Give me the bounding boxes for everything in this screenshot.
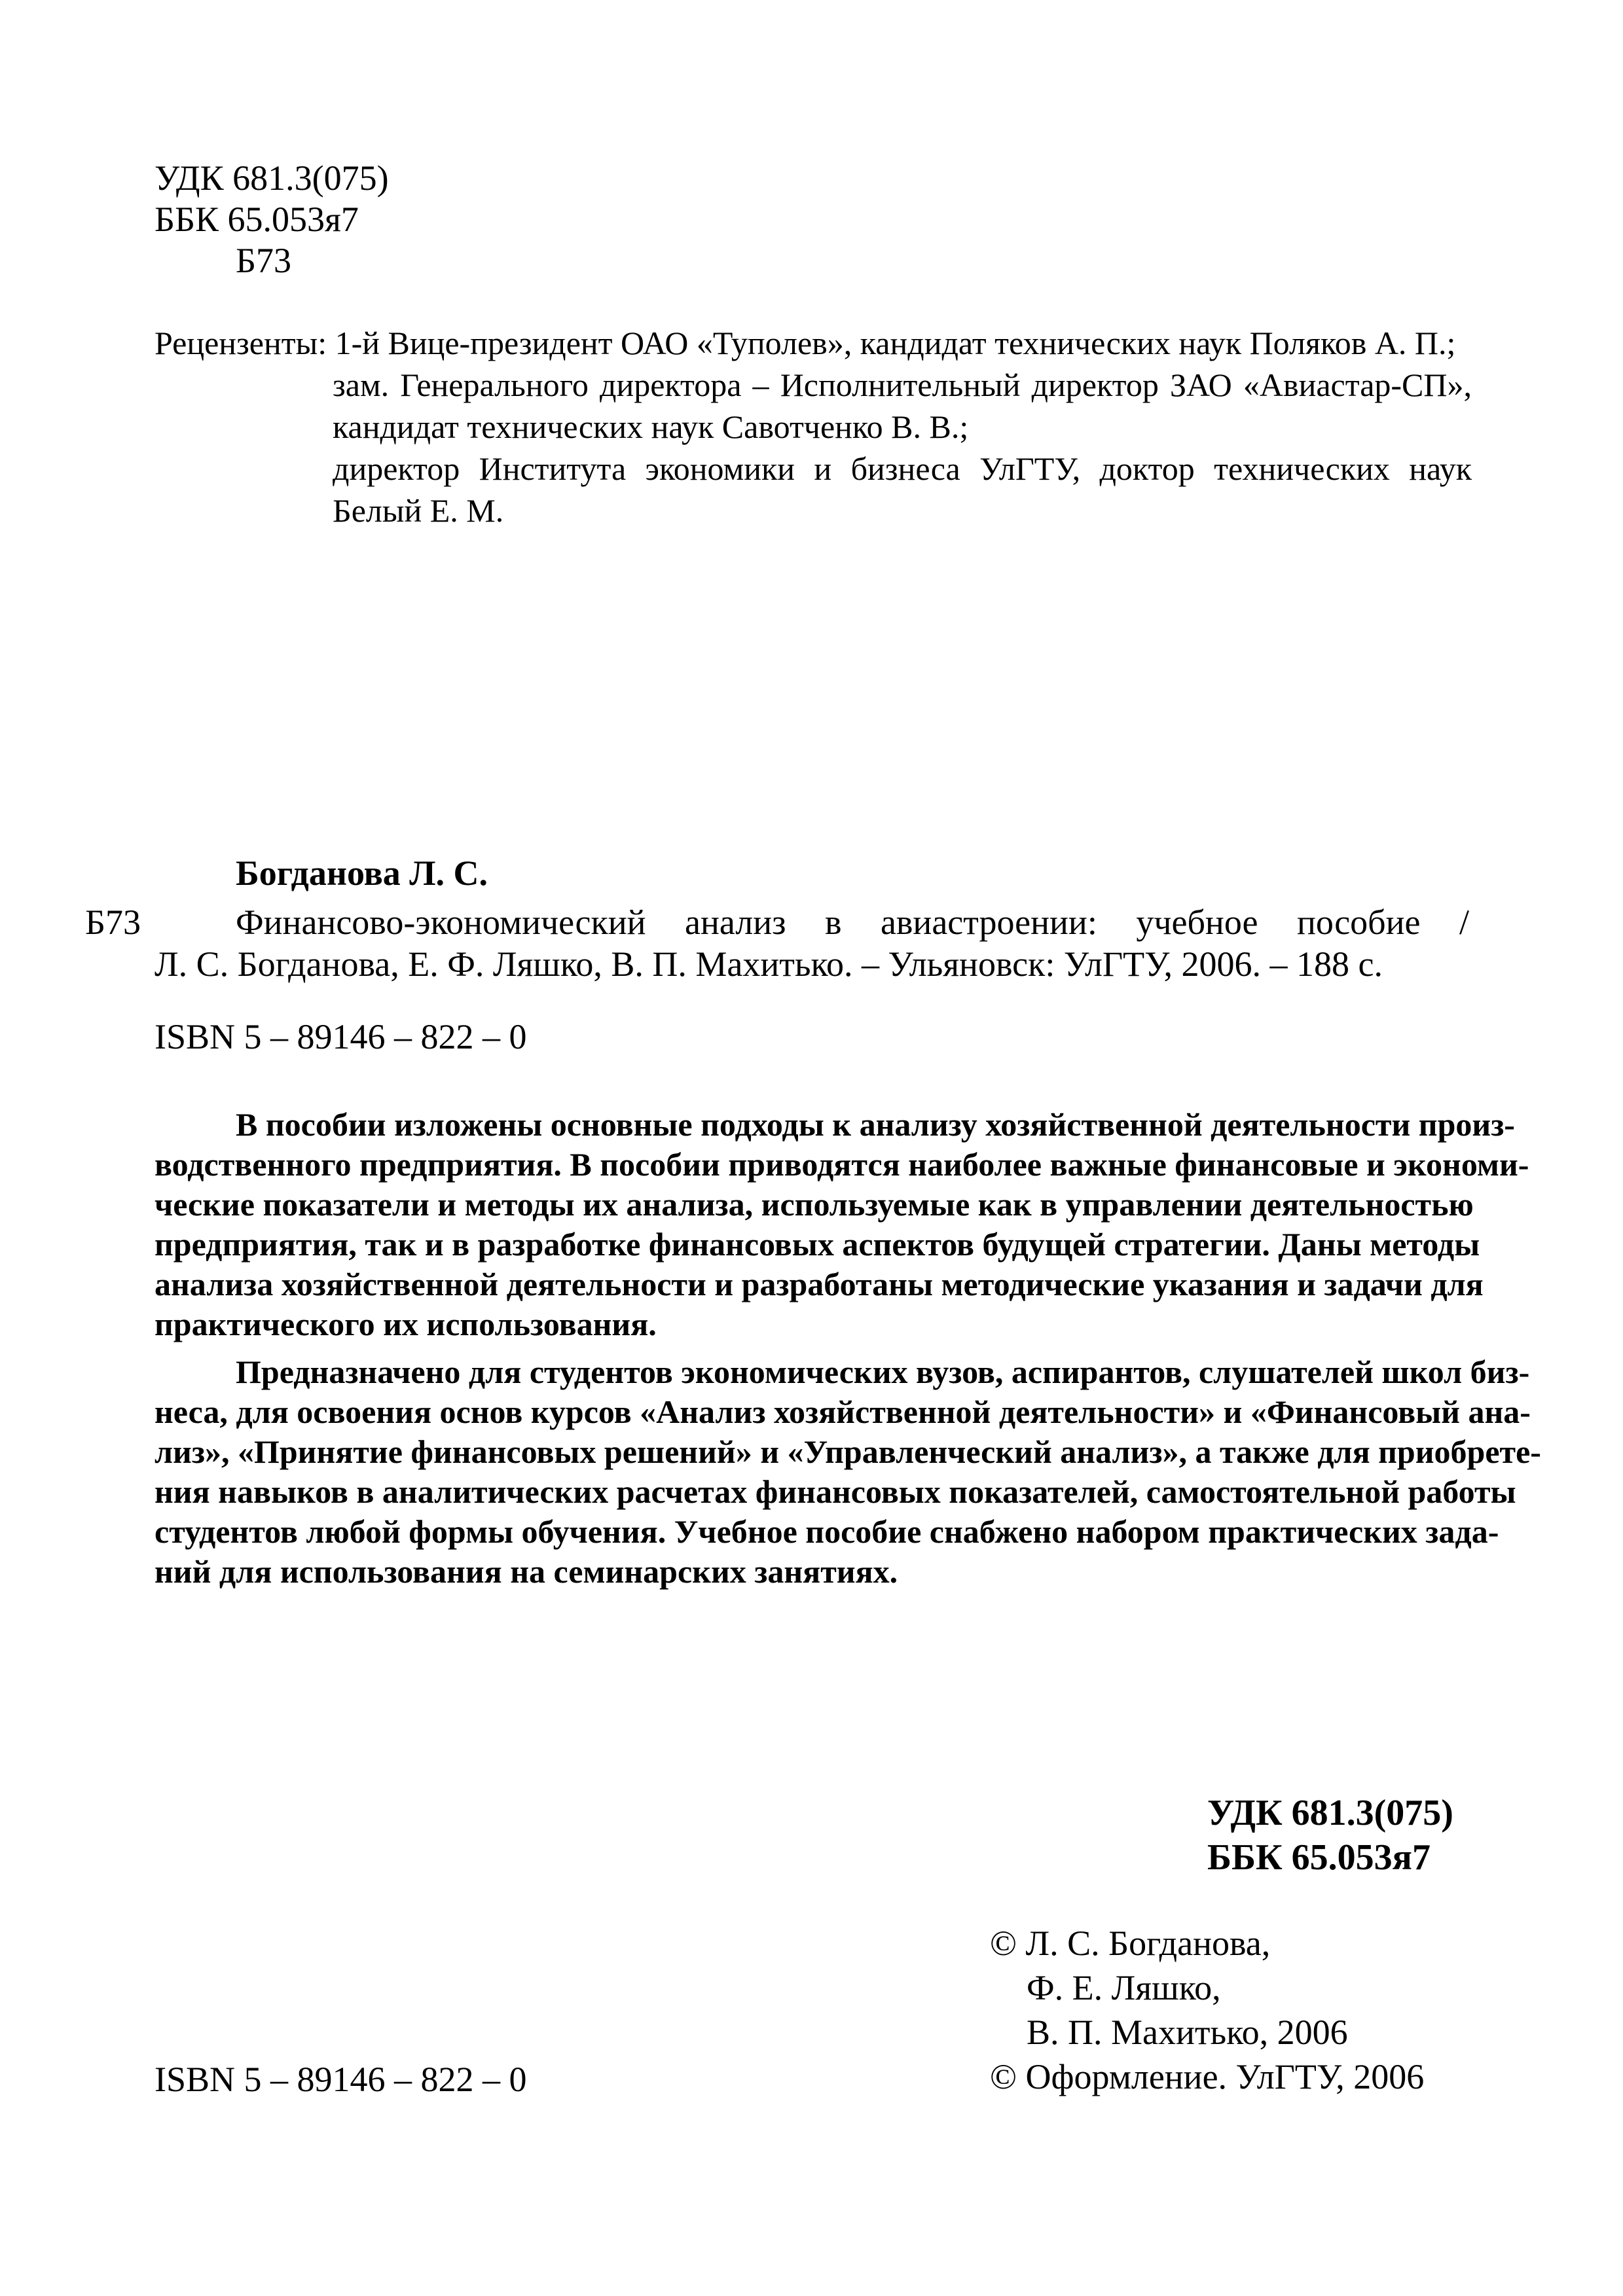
udk-code: УДК 681.3(075): [155, 158, 389, 198]
annotation-line: В пособии изложены основные подходы к анализу хозяйственной деятельности произ-: [236, 1106, 1515, 1143]
author-mark-code: Б73: [236, 241, 292, 280]
annotation-line: неса, для освоения основ курсов «Анализ хозяйственной деятельности» и «Финансовый ана-: [155, 1393, 1531, 1430]
author-mark-code: Б73: [85, 903, 141, 942]
annotation-paragraph: [155, 1352, 1541, 1592]
book-title: Финансово-экономический анализ в авиастроении: учебное пособие /: [236, 903, 1469, 942]
annotation-line: ний для использования на семинарских занятиях.: [155, 1553, 898, 1590]
annotation-line: ния навыков в аналитических расчетах финансовых показателей, самостоятельной работы: [155, 1473, 1516, 1510]
annotation-line: практического их использования.: [155, 1306, 657, 1342]
bibliographic-record: [155, 901, 1469, 984]
bbk-code: ББК 65.053я7: [155, 200, 359, 239]
footer-codes: [1207, 1791, 1453, 1880]
footer-isbn: ISBN 5 – 89146 – 822 – 0: [155, 2060, 527, 2099]
annotation-line: студентов любой формы обучения. Учебное пособие снабжено набором практических зада-: [155, 1513, 1499, 1550]
publication-details: Л. С. Богданова, Е. Ф. Ляшко, В. П. Махитько. – Ульяновск: УлГТУ, 2006. – 188 с.: [155, 944, 1383, 984]
annotation-line: водственного предприятия. В пособии приводятся наиболее важные финансовые и экономи-: [155, 1146, 1529, 1183]
annotation-line: анализа хозяйственной деятельности и разработаны методические указания и задачи для: [155, 1266, 1484, 1302]
copyright-line: В. П. Махитько, 2006: [1027, 2013, 1348, 2052]
footer-bbk-code: ББК 65.053я7: [1207, 1837, 1431, 1878]
annotation: [155, 1105, 1541, 1592]
author-name: Богданова Л. С.: [236, 853, 488, 893]
annotation-line: предприятия, так и в разработке финансовых аспектов будущей стратегии. Даны методы: [155, 1226, 1480, 1263]
annotation-line: лиз», «Принятие финансовых решений» и «Управленческий анализ», а также для приобрете-: [155, 1433, 1541, 1470]
copyright-design: © Оформление. УлГТУ, 2006: [990, 2057, 1425, 2096]
reviewer-line: зам. Генерального директора – Исполнительный директор ЗАО «Авиастар-СП»,: [333, 367, 1472, 403]
reviewer-line: 1-й Вице-президент ОАО «Туполев», кандидат технических наук Поляков А. П.;: [335, 325, 1456, 361]
reviewer-line: директор Института экономики и бизнеса УлГТУ, доктор технических наук: [333, 450, 1472, 487]
copyright-line: Ф. Е. Ляшко,: [1027, 1968, 1221, 2007]
reviewer-line: кандидат технических наук Савотченко В. В.;: [333, 408, 969, 445]
copyright-line: © Л. С. Богданова,: [990, 1924, 1271, 1963]
copyright-block: [990, 1921, 1424, 2099]
reviewers-label: Рецензенты:: [155, 325, 327, 361]
annotation-paragraph: [155, 1105, 1529, 1344]
reviewer-line: Белый Е. М.: [333, 492, 504, 529]
annotation-line: ческие показатели и методы их анализа, используемые как в управлении деятельностью: [155, 1186, 1474, 1223]
footer-udk-code: УДК 681.3(075): [1207, 1793, 1453, 1833]
isbn: ISBN 5 – 89146 – 822 – 0: [155, 1017, 527, 1056]
reviewers-block: [155, 322, 1472, 531]
annotation-line: Предназначено для студентов экономических вузов, аспирантов, слушателей школ биз-: [236, 1354, 1530, 1390]
